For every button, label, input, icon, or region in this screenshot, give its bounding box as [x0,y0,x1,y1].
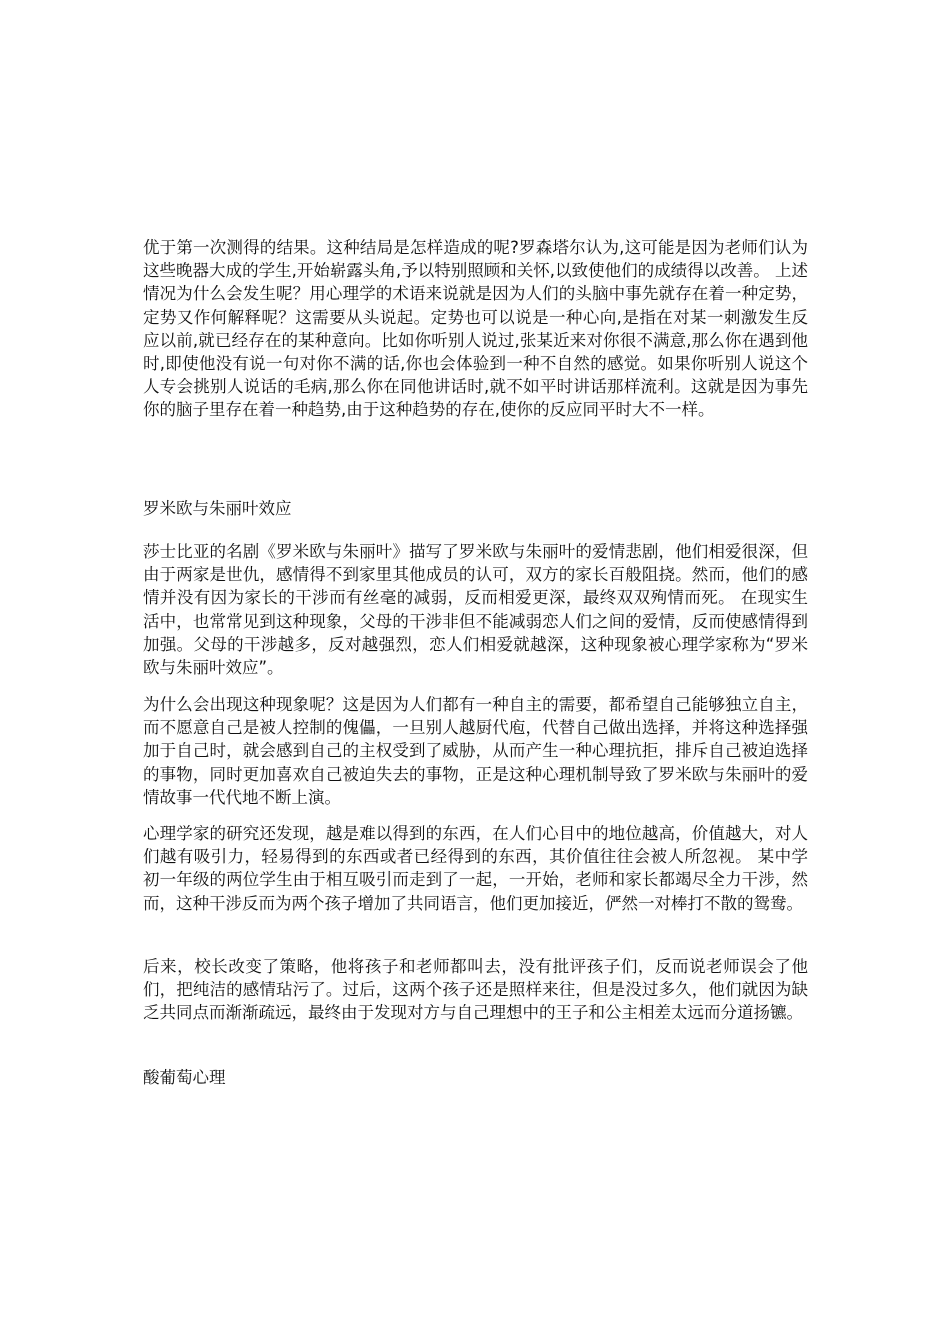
romeo-paragraph-2: 为什么会出现这种现象呢？这是因为人们都有一种自主的需要，都希望自己能够独立自主，而不愿意自己是被人控制的傀儡，一旦别人越厨代庖，代替自己做出选择，并将这种选择强加于自己时，就会感到自己的主权受到了威胁，从而产生一种心理抗拒，排斥自己被迫选择的事物，同时更加喜欢自己被迫失去的事物，正是这种心理机制导致了罗米欧与朱丽叶的爱情故事一代代地不断上演。 [143,695,808,807]
romeo-paragraph-1: 莎士比亚的名剧《罗米欧与朱丽叶》描写了罗米欧与朱丽叶的爱情悲剧，他们相爱很深，但由于两家是世仇，感情得不到家里其他成员的认可，双方的家长百般阻挠。然而，他们的感情并没有因为家长的干涉而有丝毫的减弱，反而相爱更深，最终双双殉情而死。 在现实生活中，也常常见到这种现象，父母的干涉非但不能减弱恋人们之间的爱情，反而使感情得到加强。父母的干涉越多，反对越强烈，恋人们相爱就越深，这种现象被心理学家称为“罗米欧与朱丽叶效应”。 [143,542,808,678]
section-heading-romeo-juliet-effect: 罗米欧与朱丽叶效应 [143,499,292,518]
section-heading-sour-grapes: 酸葡萄心理 [143,1068,226,1087]
romeo-paragraph-4: 后来，校长改变了策略，他将孩子和老师都叫去，没有批评孩子们，反而说老师误会了他们，把纯洁的感情玷污了。过后，这两个孩子还是照样来往，但是没过多久，他们就因为缺乏共同点而渐渐疏远，最终由于发现对方与自己理想中的王子和公主相差太远而分道扬镳。 [143,957,808,1023]
intro-paragraph: 优于第一次测得的结果。这种结局是怎样造成的呢?罗森塔尔认为,这可能是因为老师们认为这些晚器大成的学生,开始崭露头角,予以特别照顾和关怀,以致使他们的成绩得以改善。 上述情况为什么会发生呢？用心理学的术语来说就是因为人们的头脑中事先就存在着一种定势，定势又作何解释呢？这需要从头说起。定势也可以说是一种心向,是指在对某一刺激发生反应以前,就已经存在的某种意向。比如你听别人说过,张某近来对你很不满意,那么你在遇到他时,即使他没有说一句对你不满的话,你也会体验到一种不自然的感觉。如果你听别人说这个人专会挑别人说话的毛病,那么你在同他讲话时,就不如平时讲话那样流利。这就是因为事先你的脑子里存在着一种趋势,由于这种趋势的存在,使你的反应同平时大不一样。 [143,238,808,420]
romeo-paragraph-3: 心理学家的研究还发现，越是难以得到的东西，在人们心目中的地位越高，价值越大，对人们越有吸引力，轻易得到的东西或者已经得到的东西，其价值往往会被人所忽视。 某中学初一年级的两位学生由于相互吸引而走到了一起，一开始，老师和家长都竭尽全力干涉，然而，这种干涉反而为两个孩子增加了共同语言，他们更加接近，俨然一对棒打不散的鸳鸯。 [143,824,808,913]
